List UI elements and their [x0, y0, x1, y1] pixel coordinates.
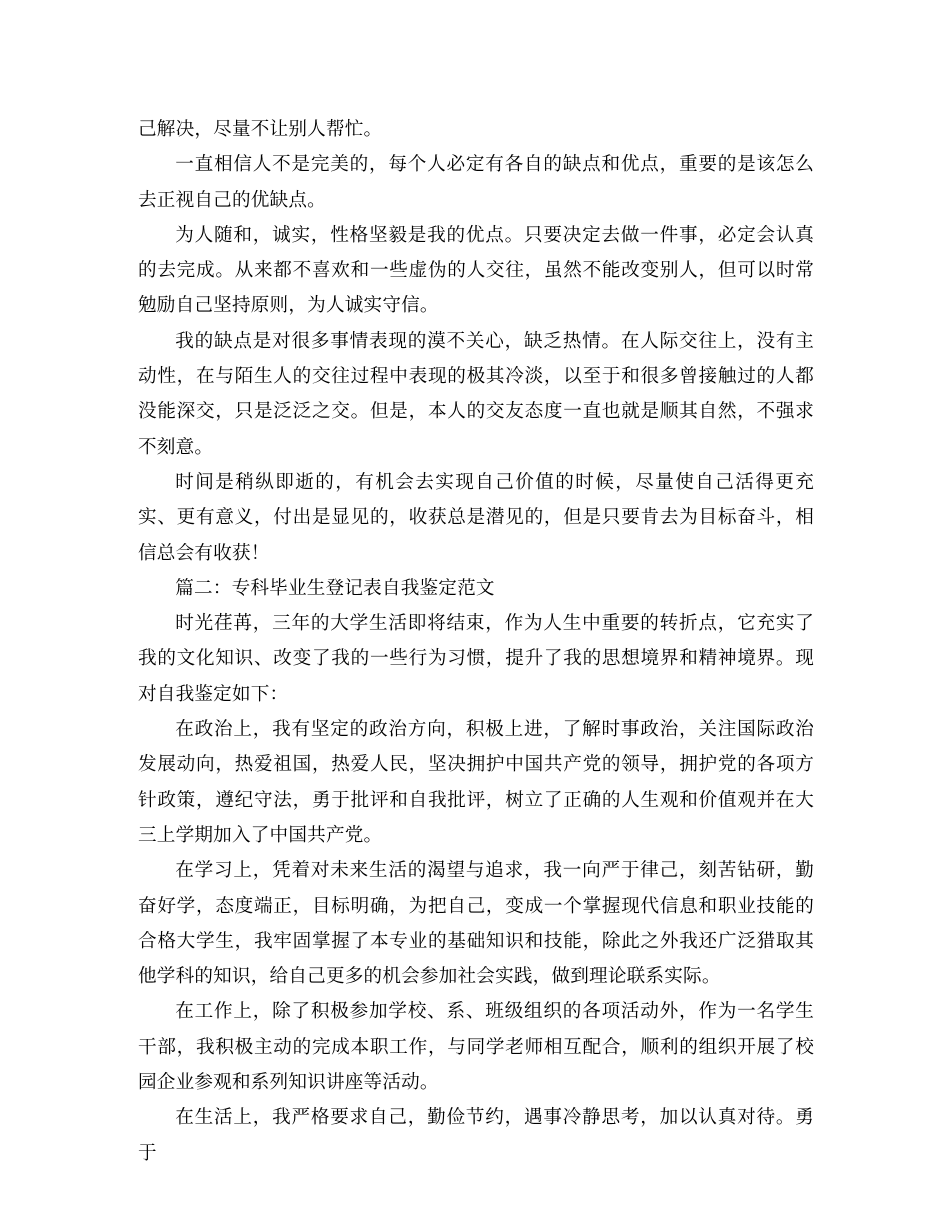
paragraph-imperfection: 一直相信人不是完美的，每个人必定有各自的缺点和优点，重要的是该怎么去正视自己的优缺点。: [138, 154, 814, 211]
paragraph-intro: 时光荏苒，三年的大学生活即将结束，作为人生中重要的转折点，它充实了我的文化知识、改变了我的一些行为习惯，提升了我的思想境界和精神境界。现对自我鉴定如下：: [138, 613, 814, 705]
paragraph-time: 时间是稍纵即逝的，有机会去实现自己价值的时候，尽量使自己活得更充实、更有意义，付出是显见的，收获总是潜见的，但是只要肯去为目标奋斗，相信总会有收获！: [138, 471, 814, 564]
paragraph-strengths: 为人随和，诚实，性格坚毅是我的优点。只要决定去做一件事，必定会认真的去完成。从来都不喜欢和一些虚伪的人交往，虽然不能改变别人，但可以时常勉励自己坚持原则，为人诚实守信。: [138, 224, 814, 317]
paragraph-life: 在生活上，我严格要求自己，勤俭节约，遇事冷静思考，加以认真对待。勇于: [138, 1107, 814, 1164]
paragraph-study: 在学习上，凭着对未来生活的渴望与追求，我一向严于律己，刻苦钻研，勤奋好学，态度端正，目标明确，为把自己，变成一个掌握现代信息和职业技能的合格大学生，我牢固掌握了本专业的基础知识和技能，除此之外我还广泛猎取其他学科的知识，给自己更多的机会参加社会实践，做到理论联系实际。: [138, 860, 814, 988]
paragraph-continued: 己解决，尽量不让别人帮忙。: [138, 119, 383, 140]
paragraph-politics: 在政治上，我有坚定的政治方向，积极上进，了解时事政治，关注国际政治发展动向，热爱祖国，热爱人民，坚决拥护中国共产党的领导，拥护党的各项方针政策，遵纪守法，勇于批评和自我批评，树立了正确的人生观和价值观并在大三上学期加入了中国共产党。: [138, 719, 814, 846]
paragraph-weaknesses: 我的缺点是对很多事情表现的漠不关心，缺乏热情。在人际交往上，没有主动性，在与陌生人的交往过程中表现的极其冷淡，以至于和很多曾接触过的人都没能深交，只是泛泛之交。但是，本人的交友态度一直也就是顺其自然，不强求不刻意。: [138, 330, 814, 458]
section-heading: 篇二：专科毕业生登记表自我鉴定范文: [175, 577, 495, 599]
paragraph-work: 在工作上，除了积极参加学校、系、班级组织的各项活动外，作为一名学生干部，我积极主动的完成本职工作，与同学老师相互配合，顺利的组织开展了校园企业参观和系列知识讲座等活动。: [138, 1001, 814, 1094]
document-body: [138, 112, 814, 1171]
